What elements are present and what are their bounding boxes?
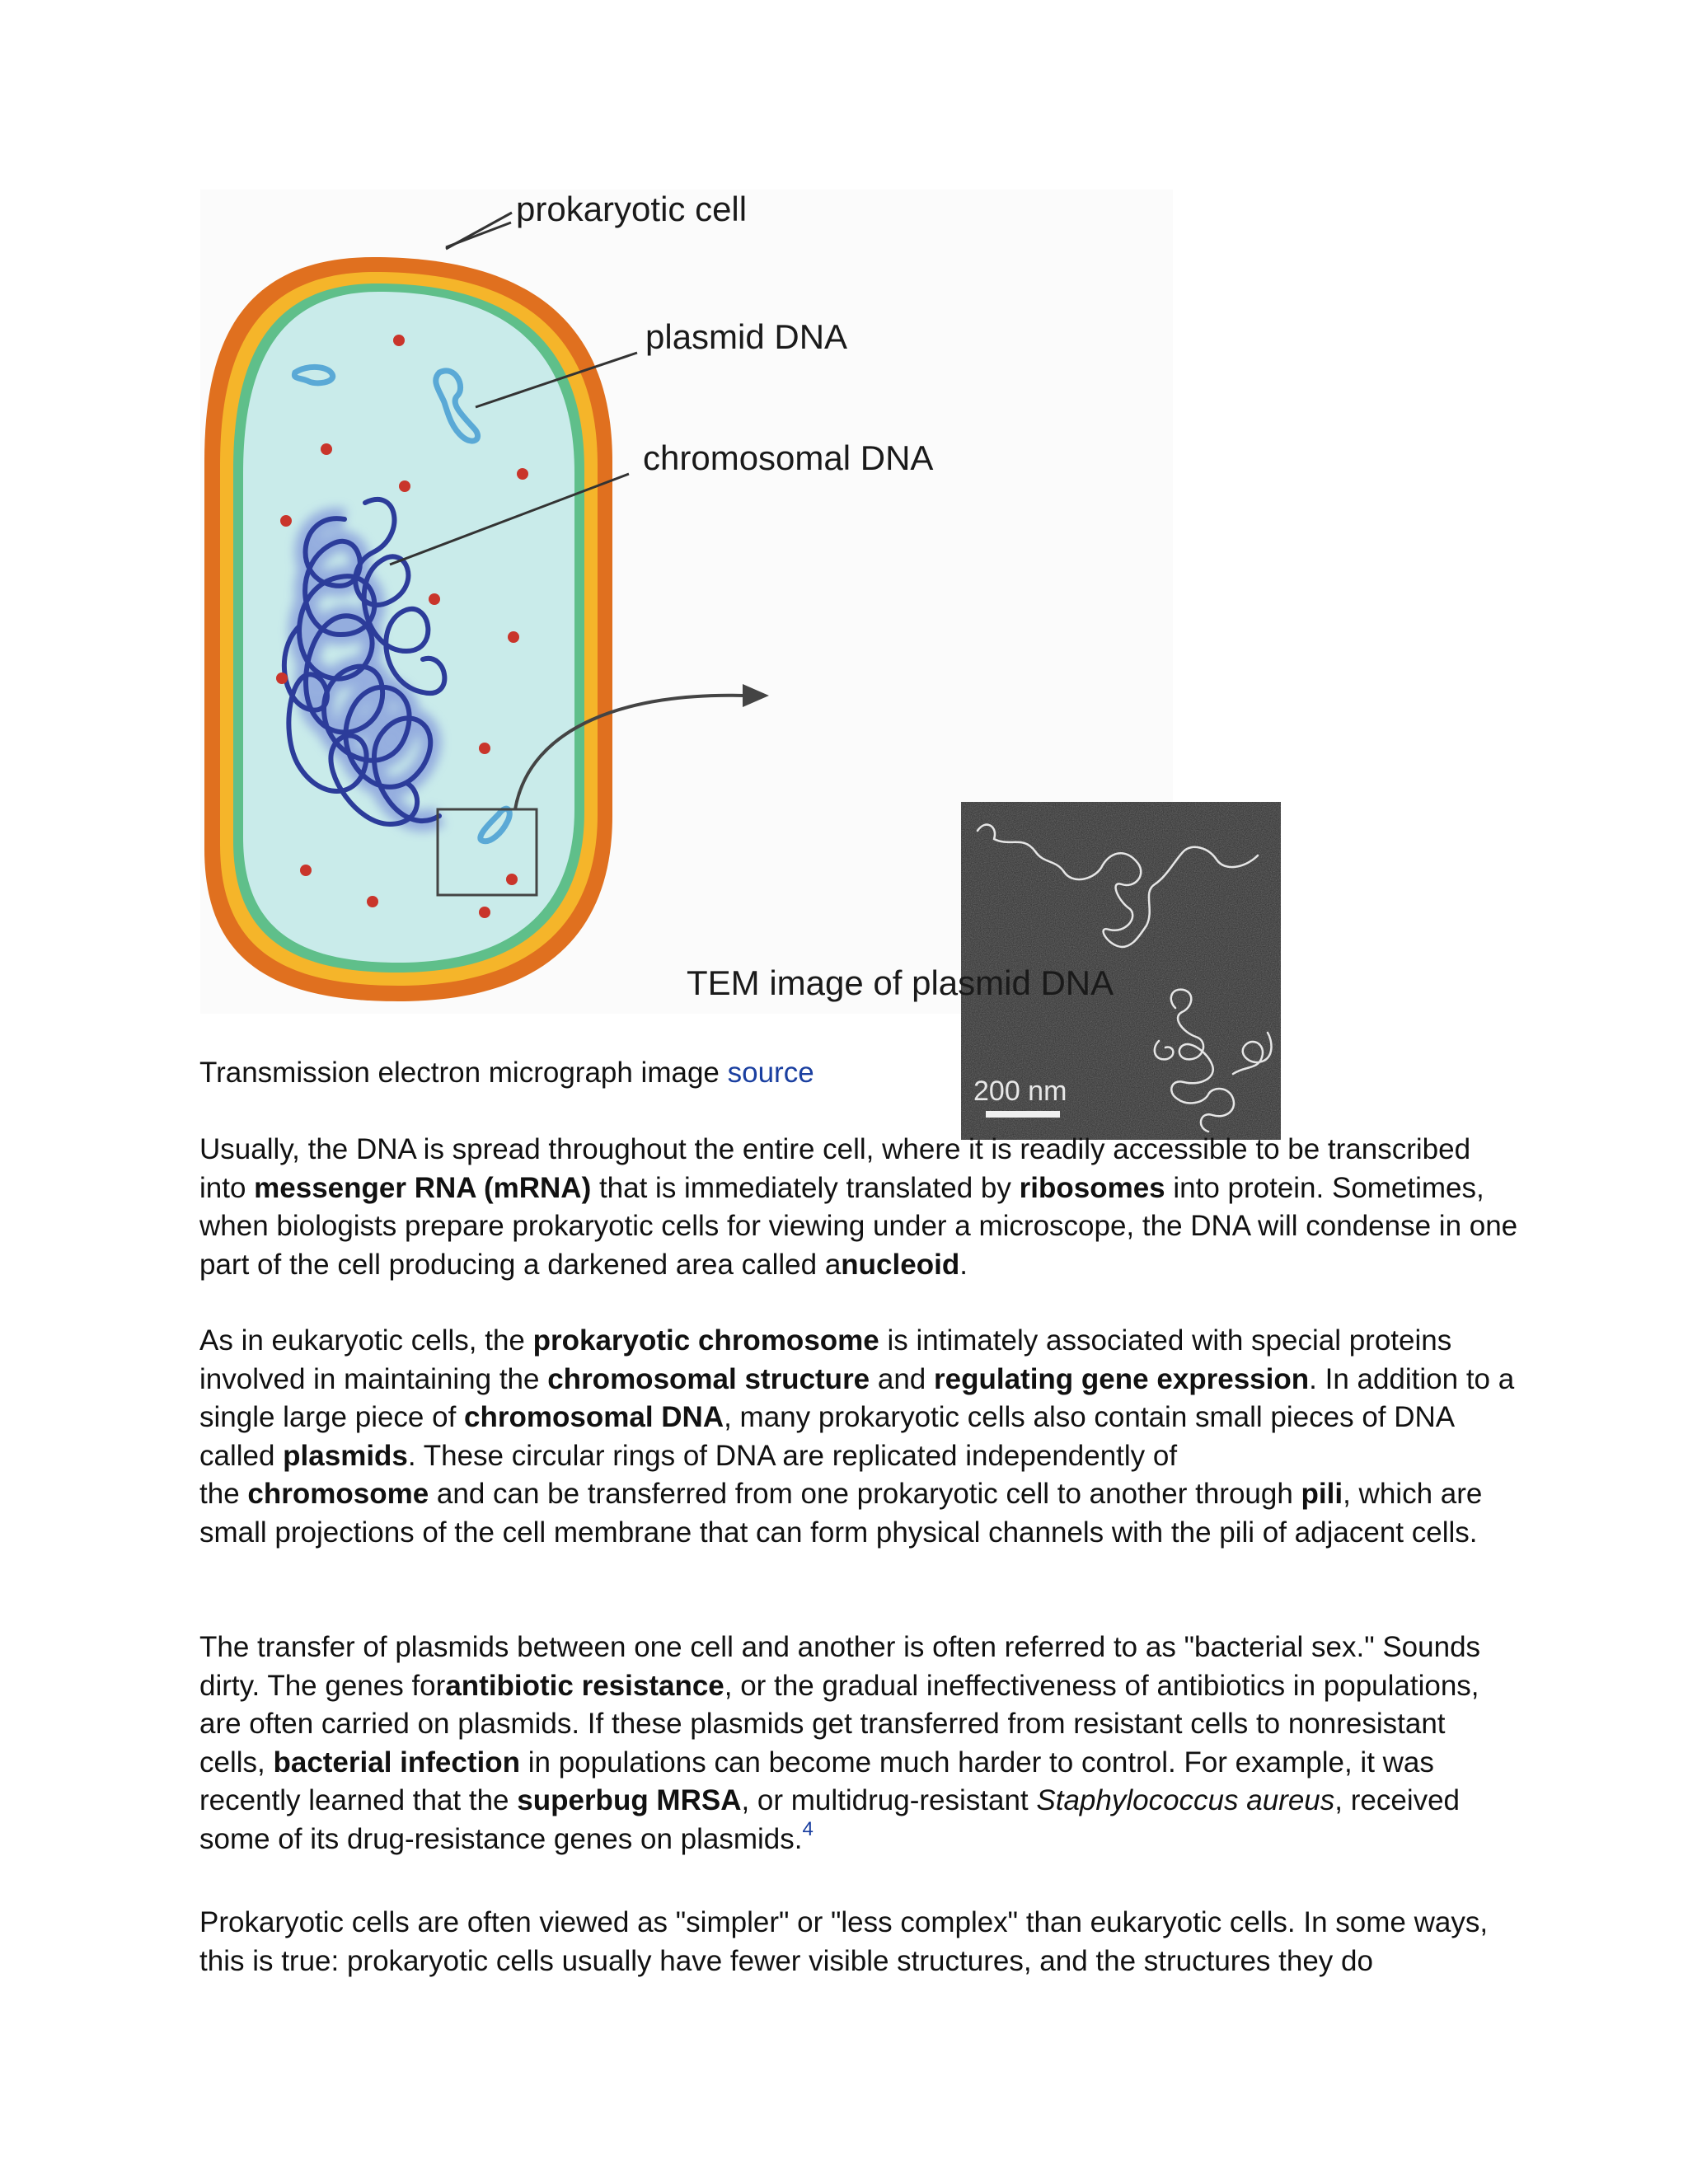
text: that is immediately translated by bbox=[591, 1171, 1020, 1204]
label-tem-caption: TEM image of plasmid DNA bbox=[687, 963, 1114, 1002]
text: the bbox=[199, 1478, 248, 1510]
term-regulating-gene-expression: regulating gene expression bbox=[934, 1362, 1310, 1395]
term-chromosome: chromosome bbox=[247, 1478, 429, 1510]
term-chromosomal-structure: chromosomal structure bbox=[547, 1362, 870, 1395]
text: . These circular rings of DNA are replicated independently of bbox=[407, 1439, 1178, 1472]
scale-bar-label: 200 nm bbox=[973, 1076, 1067, 1107]
paragraph-4 bbox=[199, 1904, 1518, 1980]
label-prokaryotic-cell: prokaryotic cell bbox=[516, 190, 748, 228]
term-plasmids: plasmids bbox=[283, 1439, 408, 1472]
caption-text: Transmission electron micrograph image bbox=[199, 1057, 728, 1089]
text: , many prokaryotic cells also contain small pieces of DNA called bbox=[199, 1401, 1454, 1472]
label-chromosomal-dna: chromosomal DNA bbox=[643, 438, 934, 477]
figure-caption bbox=[199, 1054, 1518, 1093]
term-ribosomes: ribosomes bbox=[1019, 1171, 1165, 1204]
scale-bar bbox=[986, 1111, 1060, 1118]
text: into protein. Sometimes, when biologists prepare prokaryotic cells for viewing under a microscope, the DNA will condense in one part of the cell producing a darkened area called a bbox=[199, 1171, 1518, 1281]
text: , or the gradual ineffectiveness of antibiotics in populations, are often carried on plasmids. If these plasmids get transferred from resistant cells to nonresistant cells, bbox=[199, 1669, 1479, 1779]
text: and can be transferred from one prokaryotic cell to another through bbox=[429, 1478, 1301, 1510]
term-chromosomal-dna: chromosomal DNA bbox=[464, 1401, 724, 1433]
text: The transfer of plasmids between one cell and another is often referred to as "bacterial sex." Sounds dirty. The genes for bbox=[199, 1631, 1481, 1702]
term-bacterial-infection: bacterial infection bbox=[273, 1746, 520, 1779]
text: , or multidrug-resistant bbox=[741, 1784, 1037, 1816]
text: . bbox=[959, 1248, 968, 1281]
term-prokaryotic-chromosome: prokaryotic chromosome bbox=[532, 1324, 879, 1357]
species-name: Staphylococcus aureus bbox=[1036, 1784, 1335, 1816]
term-superbug-mrsa: superbug MRSA bbox=[517, 1784, 742, 1816]
leader-prokaryotic-cell-main bbox=[446, 213, 512, 249]
footnote-link[interactable]: 4 bbox=[802, 1817, 814, 1840]
text: and bbox=[870, 1362, 935, 1395]
text: Usually, the DNA is spread throughout the entire cell, where it is readily accessible to be transcribed into bbox=[199, 1133, 1471, 1204]
label-plasmid-dna: plasmid DNA bbox=[645, 317, 848, 356]
text: As in eukaryotic cells, the bbox=[199, 1324, 533, 1357]
term-nucleoid: nucleoid bbox=[841, 1248, 960, 1281]
text: Prokaryotic cells are often viewed as "simpler" or "less complex" than eukaryotic cells. In some ways, this is true: prokaryotic cells usually have fewer visible structures, and the structures they do bbox=[199, 1906, 1489, 1977]
term-antibiotic-resistance: antibiotic resistance bbox=[445, 1669, 724, 1702]
text: is intimately associated with special proteins involved in maintaining the bbox=[199, 1324, 1452, 1395]
text: , which are small projections of the cell membrane that can form physical channels with the pili of adjacent cells. bbox=[199, 1478, 1483, 1549]
paragraph-3 bbox=[199, 1629, 1518, 1858]
arrow-head-icon bbox=[743, 684, 769, 707]
text: in populations can become much harder to control. For example, it was recently learned that the bbox=[199, 1746, 1434, 1816]
term-mrna: messenger RNA (mRNA) bbox=[254, 1171, 592, 1204]
text: , received some of its drug-resistance genes on plasmids. bbox=[199, 1784, 1461, 1855]
paragraph-2 bbox=[199, 1322, 1518, 1552]
source-link[interactable]: source bbox=[727, 1057, 814, 1089]
term-pili: pili bbox=[1301, 1478, 1343, 1510]
text: . In addition to a single large piece of bbox=[199, 1362, 1515, 1433]
paragraph-1 bbox=[199, 1131, 1518, 1284]
